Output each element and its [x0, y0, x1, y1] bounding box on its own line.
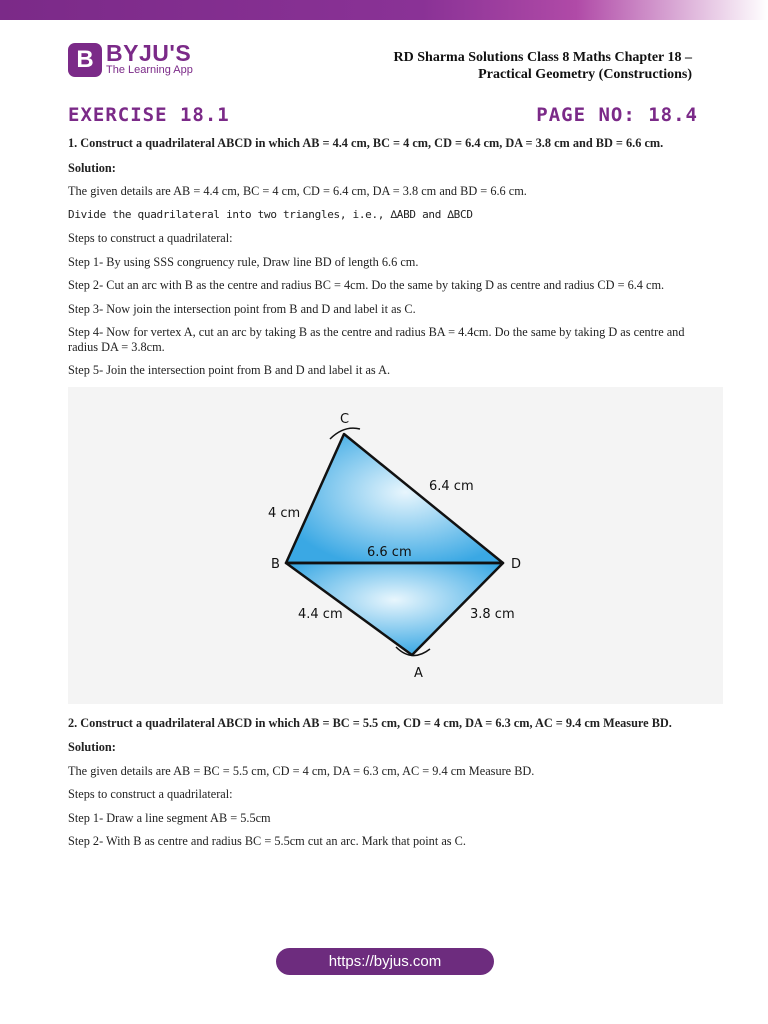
document-title-line1: RD Sharma Solutions Class 8 Maths Chapter 18 –	[393, 50, 692, 65]
logo-mark: B	[68, 43, 102, 77]
q1-step-2: Step 2- Cut an arc with B as the centre and radius BC = 4cm. Do the same by taking D as centre and radius CD = 6.4 cm.	[68, 278, 665, 292]
solution-label-1: Solution:	[68, 160, 116, 175]
q1-step-5: Step 5- Join the intersection point from B and D and label it as A.	[68, 363, 391, 377]
solution-label-2: Solution:	[68, 740, 116, 754]
q1-divide: Divide the quadrilateral into two triangles, i.e., ∆ABD and ∆BCD	[68, 207, 473, 221]
quadrilateral-figure	[68, 387, 723, 704]
document-body	[68, 136, 698, 858]
length-bc-label: 4 cm	[268, 505, 301, 521]
q2-given: The given details are AB = BC = 5.5 cm, CD = 4 cm, DA = 6.3 cm, AC = 9.4 cm Measure BD.	[68, 763, 535, 778]
top-brand-bar	[0, 0, 768, 20]
length-ab-label: 4.4 cm	[298, 606, 343, 622]
page-number-heading: PAGE NO: 18.4	[536, 104, 698, 126]
logo-tagline: The Learning App	[106, 64, 193, 76]
vertex-d-label: D	[511, 556, 522, 572]
vertex-b-label: B	[271, 556, 280, 572]
length-cd-label: 6.4 cm	[429, 478, 474, 494]
q1-step-1: Step 1- By using SSS congruency rule, Draw line BD of length 6.6 cm.	[68, 254, 419, 269]
q1-steps-intro: Steps to construct a quadrilateral:	[68, 231, 233, 245]
question-1: 1. Construct a quadrilateral ABCD in which AB = 4.4 cm, BC = 4 cm, CD = 6.4 cm, DA = 3.8 cm and BD = 6.6 cm.	[68, 136, 664, 150]
q2-step-2: Step 2- With B as centre and radius BC = 5.5cm cut an arc. Mark that point as C.	[68, 834, 466, 848]
byjus-logo	[68, 42, 193, 77]
q1-step-4: Step 4- Now for vertex A, cut an arc by taking B as the centre and radius BA = 4.4cm. Do the same by taking D as centre and radius DA = 3.8cm.	[68, 325, 685, 354]
q1-step-3: Step 3- Now join the intersection point from B and D and label it as C.	[68, 301, 416, 316]
vertex-a-label: A	[414, 665, 423, 681]
q2-steps-intro: Steps to construct a quadrilateral:	[68, 787, 233, 801]
length-da-label: 3.8 cm	[470, 606, 515, 622]
triangle-bcd	[286, 434, 503, 563]
website-link[interactable]: https://byjus.com	[276, 948, 494, 975]
document-title-line2: Practical Geometry (Constructions)	[478, 67, 692, 82]
length-bd-label: 6.6 cm	[367, 544, 412, 560]
document-title	[332, 49, 692, 83]
q2-step-1: Step 1- Draw a line segment AB = 5.5cm	[68, 810, 271, 825]
logo-name: BYJU'S	[106, 40, 192, 66]
vertex-c-label: C	[340, 411, 350, 427]
exercise-heading: EXERCISE 18.1	[68, 104, 230, 126]
question-2: 2. Construct a quadrilateral ABCD in which AB = BC = 5.5 cm, CD = 4 cm, DA = 6.3 cm, AC = 9.4 cm Measure BD.	[68, 715, 672, 730]
q1-given: The given details are AB = 4.4 cm, BC = 4 cm, CD = 6.4 cm, DA = 3.8 cm and BD = 6.6 cm.	[68, 184, 527, 198]
